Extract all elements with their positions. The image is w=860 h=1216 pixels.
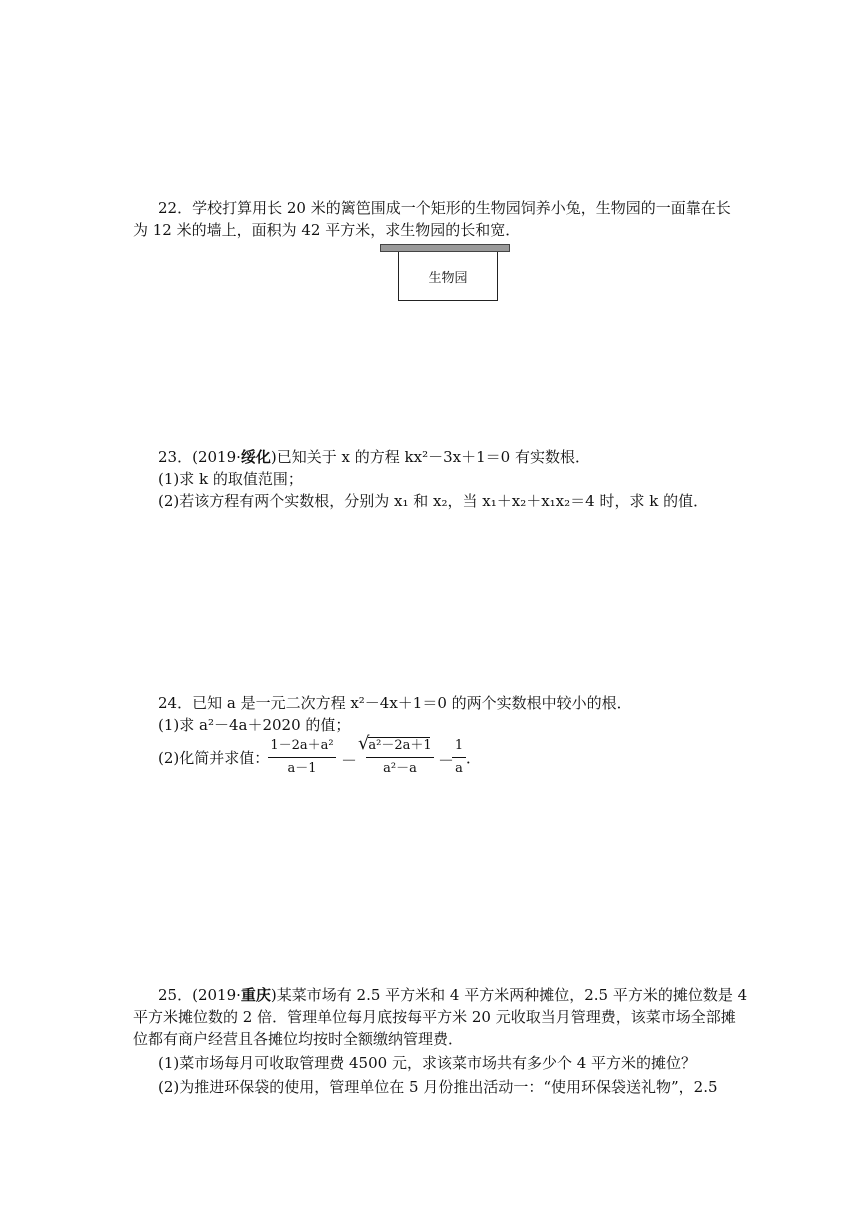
q22-line1: 22．学校打算用长 20 米的篱笆围成一个矩形的生物园饲养小兔，生物园的一面靠在长 <box>158 199 731 217</box>
wall <box>380 244 510 252</box>
q25-part2: (2)为推进环保袋的使用，管理单位在 5 月份推出活动一：“使用环保袋送礼物”，2.5 <box>158 1078 718 1096</box>
fraction-3: 1 a <box>452 737 466 778</box>
q25-line1: 25．(2019·重庆)某菜市场有 2.5 平方米和 4 平方米两种摊位，2.5 平方米的摊位数是 4 <box>158 986 748 1004</box>
garden-label: 生物园 <box>428 270 468 286</box>
q23-source: 绥化 <box>240 448 271 466</box>
q25-part1: (1)菜市场每月可收取管理费 4500 元，求该菜市场共有多少个 4 平方米的摊位？ <box>158 1054 697 1072</box>
q23-stem: 23．(2019·绥化)已知关于 x 的方程 kx²－3x＋1＝0 有实数根． <box>158 448 590 466</box>
minus-sign-2: － <box>438 751 455 770</box>
sqrt-icon: √ <box>358 733 370 754</box>
q23-part2: (2)若该方程有两个实数根，分别为 x₁ 和 x₂，当 x₁＋x₂＋x₁x₂＝4 时，求 k 的值． <box>158 492 709 510</box>
minus-sign-1: － <box>341 751 358 770</box>
fraction-2: a²－2a＋1 a²－a <box>366 737 434 778</box>
q24-stem: 24．已知 a 是一元二次方程 x²－4x＋1＝0 的两个实数根中较小的根． <box>158 694 632 712</box>
q25-source: 重庆 <box>240 986 271 1004</box>
garden-diagram <box>398 252 498 301</box>
q24-part1: (1)求 a²－4a＋2020 的值； <box>158 716 351 734</box>
q22-line2: 为 12 米的墙上，面积为 42 平方米，求生物园的长和宽． <box>133 221 521 239</box>
q23-part1: (1)求 k 的取值范围； <box>158 470 303 488</box>
q24-part2-label: (2)化简并求值： <box>158 749 270 767</box>
fraction-1: 1－2a＋a² a－1 <box>268 737 336 778</box>
q25-line3: 位都有商户经营且各摊位均按时全额缴纳管理费． <box>133 1030 464 1048</box>
q24-end: ． <box>466 749 482 767</box>
q25-line2: 平方米摊位数的 2 倍．管理单位每月底按每平方米 20 元收取当月管理费，该菜市场全部摊 <box>133 1008 736 1026</box>
